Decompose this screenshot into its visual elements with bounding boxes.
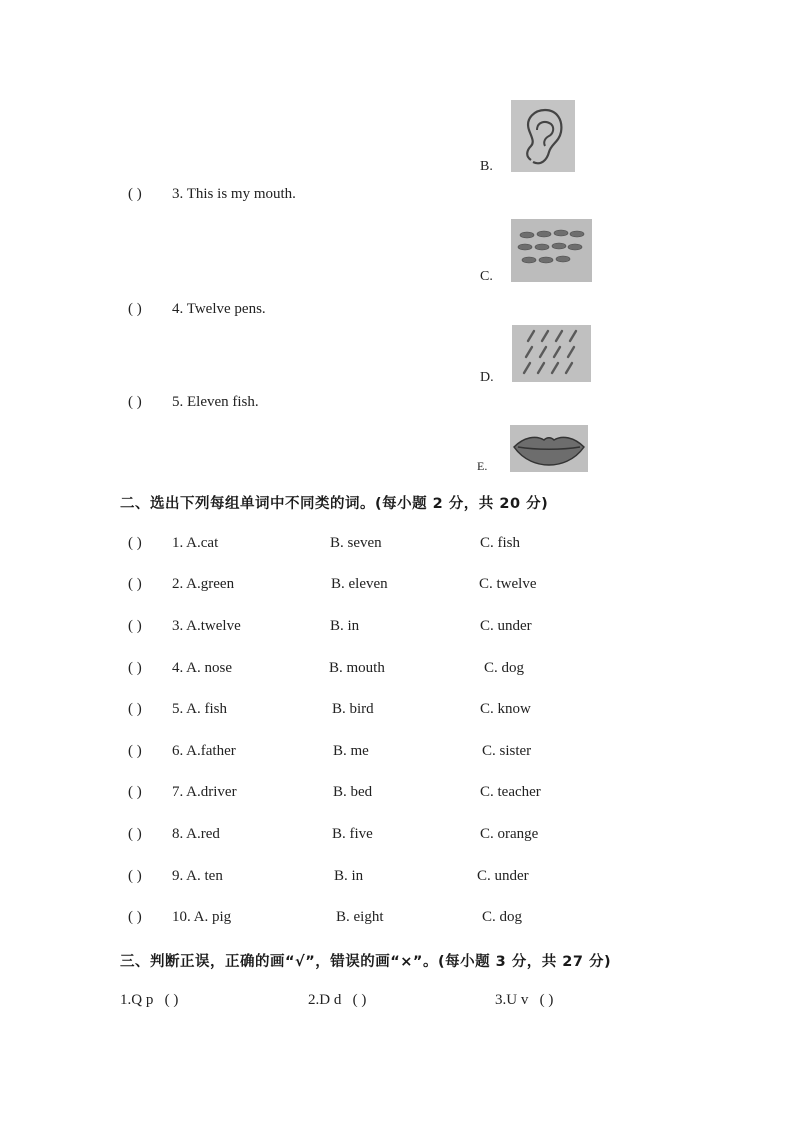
answer-blank[interactable]: ( ): [128, 301, 142, 317]
option-c-letter: C.: [480, 269, 493, 284]
answer-blank[interactable]: ( ): [128, 660, 142, 676]
answer-blank[interactable]: ( ): [352, 992, 367, 1008]
option-b: B. seven: [330, 535, 382, 551]
option-c: C. dog: [482, 909, 523, 925]
ear-picture: [511, 100, 575, 172]
list-item: ( ) 3. A.twelve: [128, 618, 241, 634]
option-d-letter: D.: [480, 370, 494, 385]
list-item: ( ) 10. A. pig: [128, 909, 232, 925]
fish-group-picture: [511, 219, 592, 282]
option-c: C. dog: [484, 660, 525, 676]
answer-blank[interactable]: ( ): [128, 743, 142, 759]
option-c: C. sister: [482, 743, 532, 759]
option-c: C. under: [480, 618, 532, 634]
list-item: ( ) 9. A. ten: [128, 868, 223, 884]
list-item: ( ) 7. A.driver: [128, 784, 237, 800]
ear-icon: [511, 100, 575, 172]
option-b: B. in: [334, 868, 364, 884]
option-b-letter: B.: [480, 159, 493, 174]
answer-blank[interactable]: ( ): [128, 784, 142, 800]
option-b: B. eight: [336, 909, 384, 925]
option-c: C. teacher: [480, 784, 541, 800]
pens-group-picture: [512, 325, 591, 382]
judge-item-3: 3.U v ( ): [495, 992, 554, 1008]
answer-blank[interactable]: ( ): [128, 535, 142, 551]
list-item: ( ) 5. A. fish: [128, 701, 228, 717]
option-c: C. orange: [480, 826, 539, 842]
option-c: C. under: [477, 868, 529, 884]
option-c: C. fish: [480, 535, 521, 551]
answer-blank[interactable]: ( ): [128, 186, 142, 202]
question-5: ( ) 5. Eleven fish.: [128, 394, 259, 410]
option-c: C. twelve: [479, 576, 537, 592]
section-3-heading: 三、判断正误，正确的画“√”，错误的画“×”。(每小题 3 分，共 27 分): [120, 954, 612, 970]
lips-picture: [510, 425, 588, 472]
answer-blank[interactable]: ( ): [128, 826, 142, 842]
list-item: ( ) 4. A. nose: [128, 660, 232, 676]
fish-group-icon: [511, 219, 592, 282]
lips-icon: [510, 425, 588, 472]
option-c: C. know: [480, 701, 531, 717]
answer-blank[interactable]: ( ): [128, 701, 142, 717]
list-item: ( ) 6. A.father: [128, 743, 236, 759]
pens-group-icon: [512, 325, 591, 382]
question-3: ( ) 3. This is my mouth.: [128, 186, 296, 202]
answer-blank[interactable]: ( ): [128, 576, 142, 592]
list-item: ( ) 2. A.green: [128, 576, 235, 592]
judge-item-2: 2.D d ( ): [308, 992, 367, 1008]
judge-item-1: 1.Q p ( ): [120, 992, 179, 1008]
option-b: B. eleven: [331, 576, 388, 592]
answer-blank[interactable]: ( ): [128, 868, 142, 884]
option-b: B. bird: [332, 701, 374, 717]
option-e-letter: E.: [477, 459, 488, 473]
section-2-heading: 二、选出下列每组单词中不同类的词。(每小题 2 分，共 20 分): [120, 496, 549, 512]
option-b: B. mouth: [329, 660, 385, 676]
answer-blank[interactable]: ( ): [128, 394, 142, 410]
answer-blank[interactable]: ( ): [128, 618, 142, 634]
answer-blank[interactable]: ( ): [128, 909, 142, 925]
list-item: ( ) 1. A.cat: [128, 535, 219, 551]
answer-blank[interactable]: ( ): [539, 992, 554, 1008]
question-4: ( ) 4. Twelve pens.: [128, 301, 266, 317]
option-b: B. five: [332, 826, 373, 842]
option-b: B. bed: [333, 784, 373, 800]
option-b: B. me: [333, 743, 369, 759]
list-item: ( ) 8. A.red: [128, 826, 220, 842]
answer-blank[interactable]: ( ): [164, 992, 179, 1008]
option-b: B. in: [330, 618, 360, 634]
